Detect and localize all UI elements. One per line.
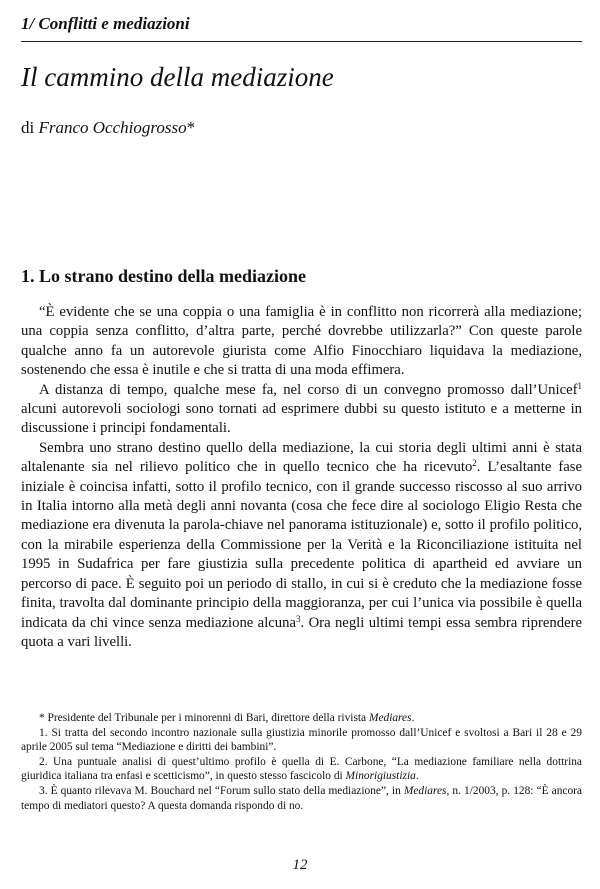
author-footnote-marker: *: [186, 118, 196, 137]
paragraph-1: “È evidente che se una coppia o una famiglia è in conflitto non ricorrerà alla mediazione; una coppia senza conflitto, d’altra parte, perché dovrebbe utilizzarla?” Con queste parole qualche anno fa un autorevole giurista come Alfio Finocchiaro liquidava la mediazione, sostenendo che essa è inutile e che si tratta di una moda effimera.: [21, 304, 582, 379]
article-title: Il cammino della mediazione: [21, 62, 334, 92]
footnote-star-end: .: [411, 712, 415, 724]
running-head: 1/ Conflitti e mediazioni: [21, 14, 190, 33]
author-name: Franco Occhiogrosso: [38, 118, 187, 137]
paragraph-3-text-b: . L’esaltante fase iniziale è coincisa infatti, sotto il profilo tecnico, con il grande successo riscosso al suo arrivo in Italia intorno alla metà degli anni novanta (cosa che fece dire al sociologo Eligio Resta che mediazione era divenuta la parola-chiave nel panorama istituzionale) e, sotto il profilo politico, con la mirabile esperienza della Commissione per la Verità e la Riconciliazione istituita nel 1995 in Sudafrica per fare giustizia sulla precedente politica di apartheid ed avviare un percorso di pace. È seguito poi un periodo di stallo, in cui si è creduto che la mediazione fosse finita, travolta dal dominante principio della maggioranza, per cui l’unica via possibile è quella indicata da chi vince senza mediazione alcuna: [21, 459, 582, 631]
footnote-star: [21, 711, 582, 726]
byline-prefix: di: [21, 118, 39, 137]
footnote-ref-3: 3: [296, 613, 301, 624]
page-number: 12: [292, 857, 308, 873]
footnote-ref-1: 1: [577, 380, 582, 391]
footnote-2-journal: Minorigiustizia: [345, 770, 416, 783]
paragraph-3-text-a: Sembra uno strano destino quello della mediazione, la cui storia degli ultimi anni è stata altalenante sia nel rilievo politico che in quello tecnico che ha ricevuto: [21, 439, 582, 476]
footnote-2-end: .: [415, 770, 419, 783]
footnote-2: [21, 755, 582, 784]
paragraph-3-text-c: . Ora negli ultimi tempi essa sembra riprendere quota a vari livelli.: [21, 614, 582, 650]
footnote-star-text: * Presidente del Tribunale per i minorenni di Bari, direttore della rivista: [39, 712, 369, 724]
footnote-2-text: 2. Una puntuale analisi di quest’ultimo profilo è quella di E. Carbone, “La mediazione familiare nella dottrina giuridica italiana tra enfasi e scetticismo”, in questo stesso fascicolo di: [21, 755, 582, 783]
footnote-1: 1. Si tratta del secondo incontro nazionale sulla giustizia minorile promosso dall’Unicef e svoltosi a Bari il 28 e 29 aprile 2005 sul tema “Mediazione e diritti dei bambini”.: [21, 726, 582, 754]
paragraph-2-text-a: A distanza di tempo, qualche mese fa, nel corso di un convegno promosso dall’Unicef: [39, 381, 578, 398]
paragraph-2-text-b: alcuni autorevoli sociologi sono tornati ad esprimere dubbi su questo istituto e a metterne in discussione i principi fondamentali.: [21, 401, 582, 437]
section-heading: 1. Lo strano destino della mediazione: [21, 266, 307, 286]
footnote-star-journal: Mediares: [368, 712, 412, 724]
footnote-ref-2: 2: [472, 458, 477, 469]
body-text: [21, 303, 582, 652]
header-rule: [21, 41, 582, 42]
footnotes: [21, 711, 582, 813]
paragraph-2: [21, 381, 582, 439]
footnote-3: [21, 784, 582, 813]
footnote-3-text-a: 3. È quanto rilevava M. Bouchard nel “Forum sullo stato della mediazione”, in: [39, 784, 404, 797]
footnote-3-journal: Mediares: [403, 784, 447, 797]
footnote-3-text-b: , n. 1/2003, p. 128: “È ancora tempo di mediatori questo? A questa domanda rispondo di no.: [21, 784, 582, 812]
paragraph-3: [21, 439, 582, 652]
byline: [21, 118, 195, 138]
